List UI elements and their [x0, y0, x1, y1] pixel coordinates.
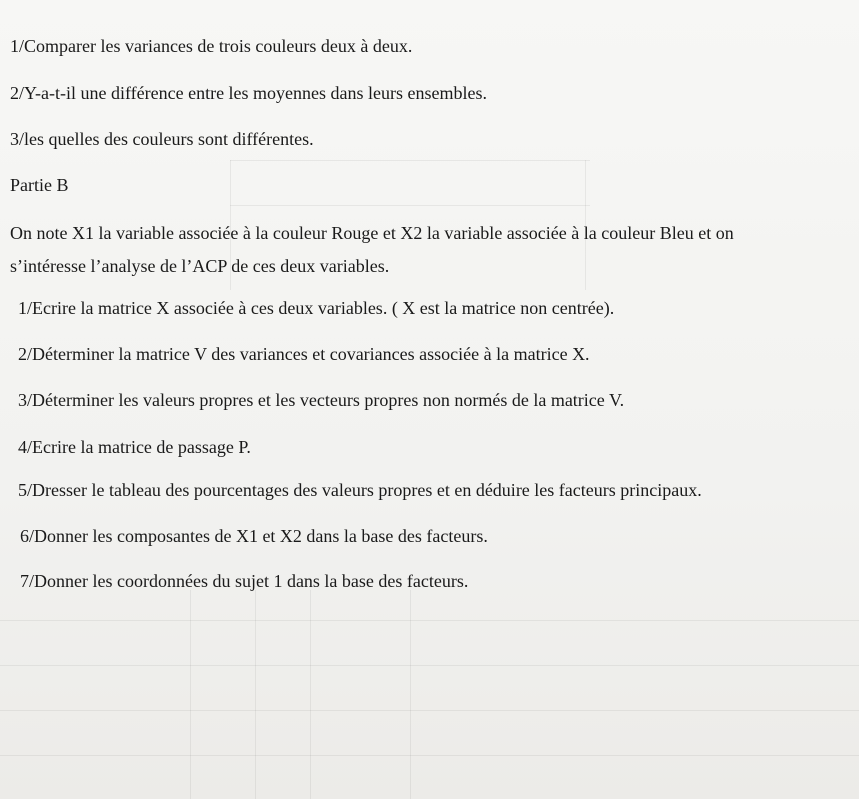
question-b3: 3/Déterminer les valeurs propres et les vecteurs propres non normés de la matrice V. — [18, 390, 625, 410]
bleed-through-line — [190, 590, 191, 799]
question-b6: 6/Donner les composantes de X1 et X2 dans la base des facteurs. — [20, 526, 488, 546]
question-b5: 5/Dresser le tableau des pourcentages des valeurs propres et en déduire les facteurs principaux. — [18, 480, 702, 500]
intro-line-2: s’intéresse l’analyse de l’ACP de ces deux variables. — [10, 256, 390, 276]
question-b1: 1/Ecrire la matrice X associée à ces deux variables. ( X est la matrice non centrée). — [18, 298, 615, 318]
question-b7: 7/Donner les coordonnées du sujet 1 dans la base des facteurs. — [20, 571, 469, 591]
section-title: Partie B — [10, 175, 69, 195]
bleed-through-line — [230, 160, 590, 161]
question-a1: 1/Comparer les variances de trois couleurs deux à deux. — [10, 36, 413, 56]
bleed-through-line — [310, 590, 311, 799]
question-b2: 2/Déterminer la matrice V des variances et covariances associée à la matrice X. — [18, 344, 590, 364]
bleed-through-line — [230, 205, 590, 206]
question-a3: 3/les quelles des couleurs sont différentes. — [10, 129, 314, 149]
bleed-through-line — [255, 590, 256, 799]
bleed-through-line — [0, 710, 859, 711]
bleed-through-line — [0, 620, 859, 621]
bleed-through-line — [410, 590, 411, 799]
bleed-through-line — [0, 665, 859, 666]
question-b4: 4/Ecrire la matrice de passage P. — [18, 437, 251, 457]
question-a2: 2/Y-a-t-il une différence entre les moyennes dans leurs ensembles. — [10, 83, 487, 103]
bleed-through-line — [0, 755, 859, 756]
intro-line-1: On note X1 la variable associée à la couleur Rouge et X2 la variable associée à la couleur Bleu et on — [10, 223, 734, 243]
